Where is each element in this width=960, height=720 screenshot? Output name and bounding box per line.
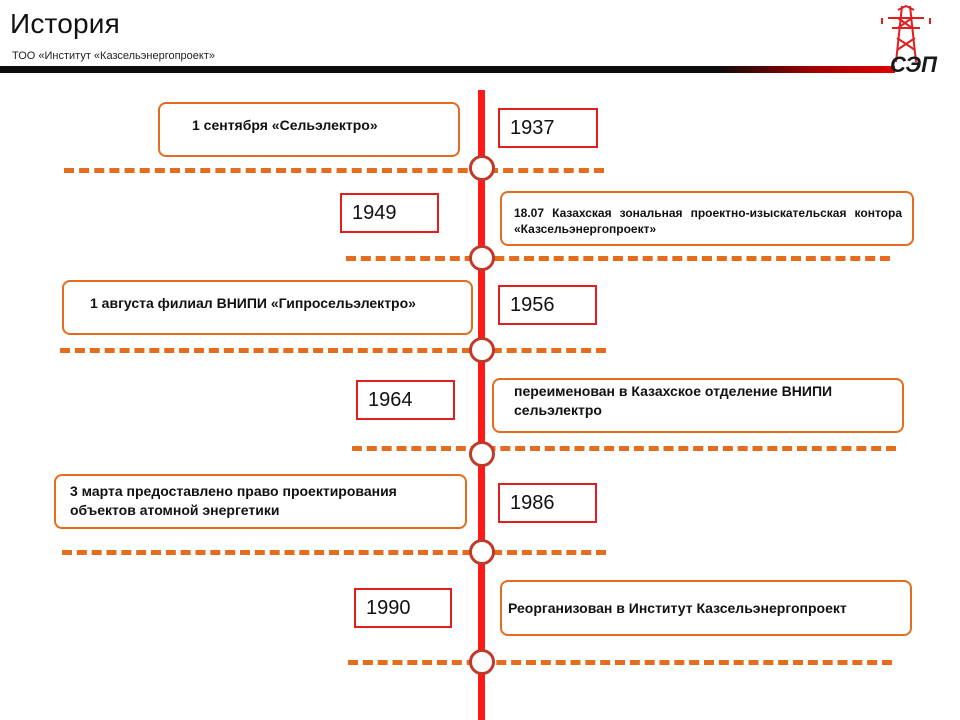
timeline-separator (64, 168, 604, 173)
timeline-node (469, 539, 495, 565)
year-1956: 1956 (498, 285, 597, 325)
page-title: История (10, 8, 120, 39)
event-1990 (500, 580, 912, 636)
event-1949 (500, 191, 914, 246)
timeline-node (469, 337, 495, 363)
event-text: 1 сентября «Сельэлектро» (192, 117, 378, 133)
event-text: 18.07 Казахская зональная проектно-изыскательская контора «Казсельэнергопроект» (514, 206, 902, 237)
timeline-node (469, 441, 495, 467)
timeline-separator (60, 348, 606, 353)
year-1949: 1949 (340, 193, 439, 233)
timeline-separator (348, 660, 892, 665)
year-1986: 1986 (498, 483, 597, 523)
event-text: переименован в Казахское отделение ВНИПИ сельэлектро (514, 383, 833, 418)
header-bar (0, 66, 895, 73)
timeline-separator (346, 256, 890, 261)
event-text: Реорганизован в Институт Казсельэнергопроект (508, 600, 847, 616)
event-text: 3 марта предоставлено право проектирования объектов атомной энергетики (70, 483, 397, 518)
company-logo (868, 4, 956, 78)
event-text: 1 августа филиал ВНИПИ «Гипросельэлектро» (90, 295, 416, 311)
year-1990: 1990 (354, 588, 452, 628)
timeline-node (469, 245, 495, 271)
logo-text: СЭП (890, 52, 937, 77)
year-1964: 1964 (356, 380, 455, 420)
event-1986 (54, 474, 467, 529)
timeline-node (469, 649, 495, 675)
event-1956 (62, 280, 473, 335)
year-1937: 1937 (498, 108, 598, 148)
page-subtitle: ТОО «Институт «Казсельэнергопроект» (12, 50, 215, 62)
event-1964 (492, 378, 904, 433)
timeline-node (469, 155, 495, 181)
timeline-separator (352, 446, 896, 451)
timeline-axis (478, 90, 485, 720)
event-1937 (158, 102, 460, 157)
timeline-separator (62, 550, 606, 555)
